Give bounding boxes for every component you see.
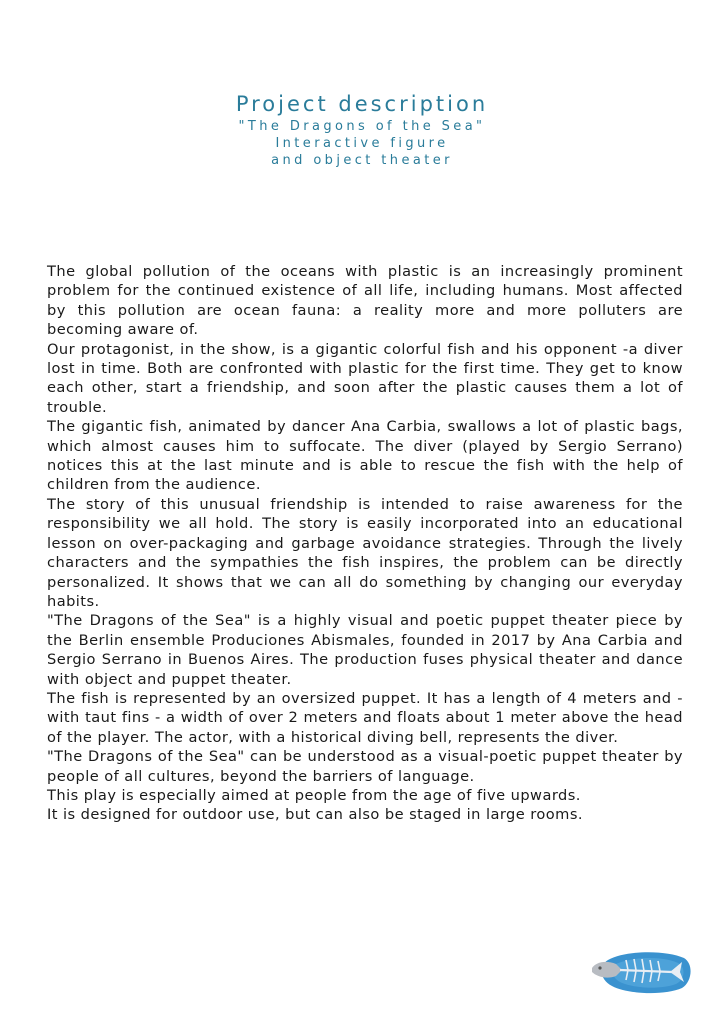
document-header [0, 90, 724, 169]
paragraph-age: This play is especially aimed at people from the age of five upwards. [47, 786, 581, 804]
paragraph-audience: "The Dragons of the Sea" can be understood as a visual-poetic puppet theater by people of all cultures, beyond the barriers of language. [47, 748, 683, 785]
paragraph-friendship-story: The story of this unusual friendship is intended to raise awareness for the responsibility we all hold. The story is easily incorporated into an educational lesson on over-packaging and garbage avoidance strategies. Through the lively characters and the sympathies the fish inspires, the problem can be directly personalized. It shows that we can all do something by changing our everyday habits. [47, 495, 683, 610]
paragraph-gigantic-fish: The gigantic fish, animated by dancer Ana Carbia, swallows a lot of plastic bags, which almost causes him to suffocate. The diver (played by Sergio Serrano) notices this at the last minute and is able to rescue the fish with the help of children from the audience. [47, 418, 683, 494]
paragraph-protagonist: Our protagonist, in the show, is a gigantic colorful fish and his opponent -a diver lost in time. Both are confronted with plastic for the first time. They get to know each other, start a friendship, and soon after the plastic causes them a lot of trouble. [47, 340, 683, 416]
paragraph-venue: It is designed for outdoor use, but can also be staged in large rooms. [47, 806, 583, 824]
description-body [47, 262, 683, 825]
paragraph-puppet: The fish is represented by an oversized puppet. It has a length of 4 meters and - with taut fins - a width of over 2 meters and floats about 1 meter above the head of the player. The actor, with a historical diving bell, represents the diver. [47, 689, 683, 746]
subtitle-line-genre-cont: and object theater [271, 153, 453, 168]
paragraph-production: "The Dragons of the Sea" is a highly visual and poetic puppet theater piece by the Berlin ensemble Produciones Abismales, founded in 2017 by Ana Carbia and Sergio Serrano in Buenos Aires. The production fuses physical theater and dance with object and puppet theater. [47, 612, 683, 688]
subtitle-line-genre: Interactive figure [275, 136, 449, 151]
page-title: Project description [235, 92, 489, 116]
fish-skeleton-logo-icon [586, 946, 696, 996]
paragraph-pollution: The global pollution of the oceans with plastic is an increasingly prominent problem for the continued existence of all life, including humans. Most affected by this pollution are ocean fauna: a reality more and more polluters are becoming aware of. [47, 263, 683, 339]
subtitle-line-show-name: "The Dragons of the Sea" [238, 119, 486, 134]
